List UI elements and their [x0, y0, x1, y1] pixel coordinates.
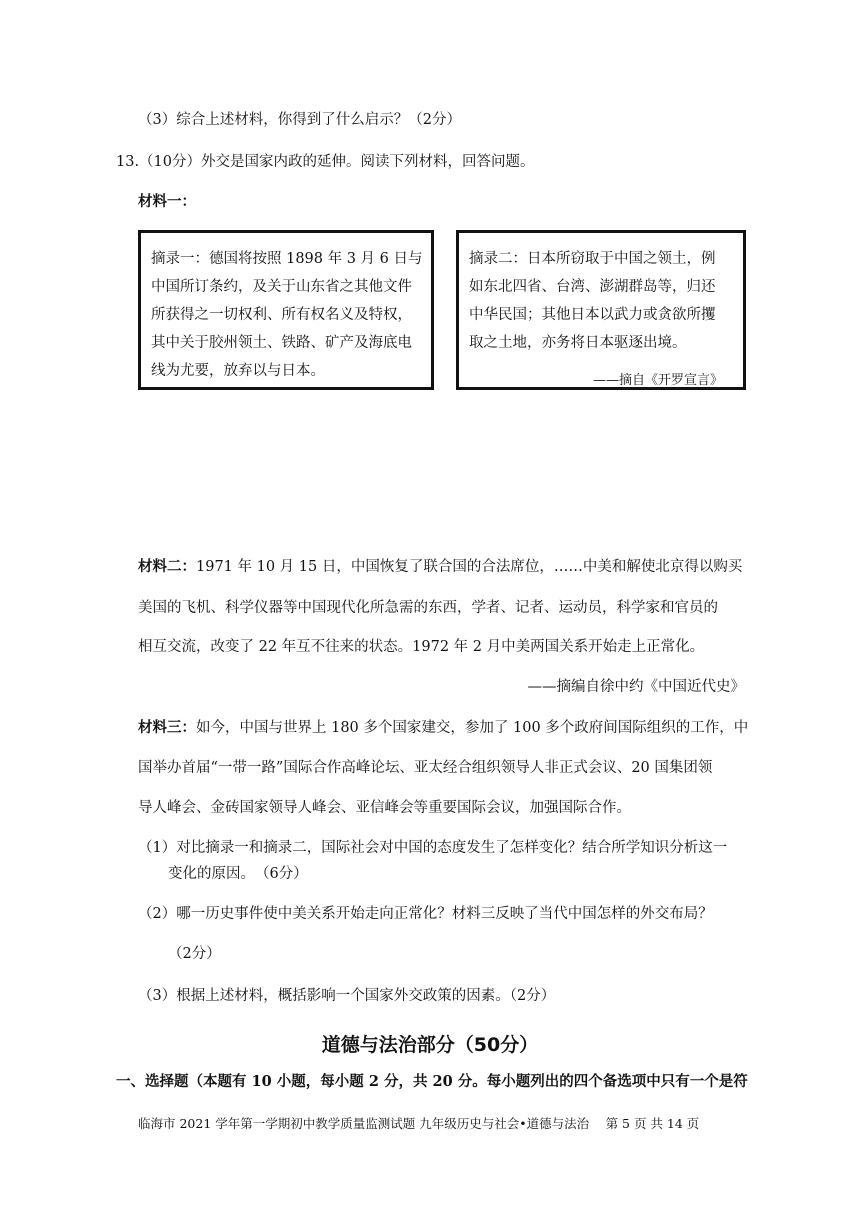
- excerpt-2-line: 如东北四省、台湾、澎湖群岛等，归还: [469, 279, 716, 295]
- excerpt-1-box: [138, 230, 434, 390]
- material-2-label: 材料二：: [138, 558, 196, 575]
- material-3-line-3: 导人峰会、金砖国家领导人峰会、亚信峰会等重要国际会议，加强国际合作。: [138, 800, 631, 816]
- material-1-label: 材料一：: [138, 193, 196, 210]
- material-2-line-1: [138, 555, 742, 576]
- excerpt-2-line: 取之土地，亦务将日本驱逐出境。: [469, 335, 687, 351]
- q12-sub3: （3）综合上述材料，你得到了什么启示？（2分）: [138, 112, 461, 128]
- material-3-label: 材料三：: [138, 719, 196, 736]
- section-heading: 一、选择题（本题有 10 小题，每小题 2 分，共 20 分。每小题列出的四个备选项中只有一个是符: [116, 1073, 748, 1090]
- excerpt-2-box: [456, 230, 746, 390]
- q13-stem: 13.（10分）外交是国家内政的延伸。阅读下列材料，回答问题。: [116, 154, 535, 170]
- excerpt-1-line: 所获得之一切权利、所有权名义及特权，: [151, 307, 412, 323]
- material-3-line-2: 国举办首届“一带一路”国际合作高峰论坛、亚太经合组织领导人非正式会议、20 国集团领: [138, 760, 713, 776]
- excerpt-2-line: 中华民国；其他日本以武力或贪欲所攫: [469, 307, 716, 323]
- excerpt-1-line: 线为尤要，放弃以与日本。: [151, 363, 325, 379]
- excerpt-1-line: 摘录一：德国将按照 1898 年 3 月 6 日与: [151, 251, 423, 267]
- material-2-line-3: 相互交流，改变了 22 年互不往来的状态。1972 年 2 月中美两国关系开始走上正常化。: [138, 639, 705, 655]
- material-2-line-2: 美国的飞机、科学仪器等中国现代化所急需的东西，学者、记者、运动员，科学家和官员的: [138, 600, 718, 616]
- excerpt-2-line: 摘录二：日本所窃取于中国之领土，例: [469, 251, 716, 267]
- excerpt-1-line: 其中关于胶州领土、铁路、矿产及海底电: [151, 335, 412, 351]
- section-title: 道德与法治部分（50分）: [321, 1034, 539, 1056]
- q13-sub2-line-2: （2分）: [168, 946, 221, 962]
- q13-sub1-line-2: 变化的原因。 （6分）: [168, 866, 308, 882]
- excerpt-2-source: ——摘自《开罗宣言》: [592, 373, 723, 388]
- page-footer: 临海市 2021 学年第一学期初中教学质量监测试题 九年级历史与社会•道德与法治 第 5 页 共 14 页: [138, 1116, 700, 1131]
- material-3-line-1: [138, 716, 748, 737]
- material-2-text: 1971 年 10 月 15 日，中国恢复了联合国的合法席位，……中美和解使北京得以购买: [196, 559, 743, 575]
- q13-sub3: （3）根据上述材料，概括影响一个国家外交政策的因素。（2分）: [138, 988, 556, 1004]
- q13-sub1-line-1: （1）对比摘录一和摘录二，国际社会对中国的态度发生了怎样变化？结合所学知识分析这一: [138, 840, 728, 856]
- q13-sub2-line-1: （2）哪一历史事件使中美关系开始走向正常化？材料三反映了当代中国怎样的外交布局？: [138, 906, 713, 922]
- material-2-source: ——摘编自徐中约《中国近代史》: [527, 679, 745, 695]
- material-3-text: 如今，中国与世界上 180 多个国家建交，参加了 100 多个政府间国际组织的工作，中: [196, 720, 749, 736]
- excerpt-1-line: 中国所订条约，及关于山东省之其他文件: [151, 279, 412, 295]
